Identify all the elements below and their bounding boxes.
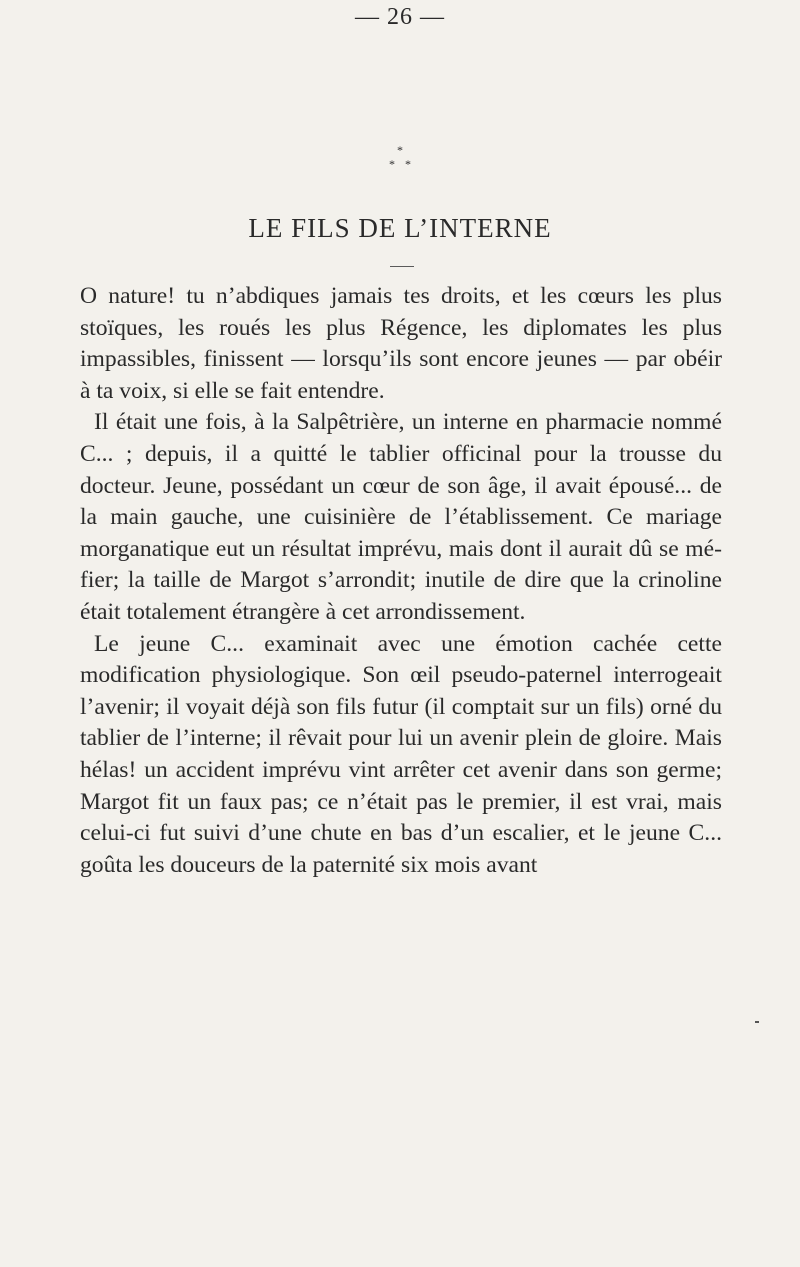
title-separator-rule (390, 266, 414, 267)
paragraph-1: O nature! tu n’abdiques jamais tes droits, et les cœurs les plus stoïques, les roués les plus Régence, les diplomates les plus impassibles, finissent — lorsqu’ils sont encore jeunes — par obéir à ta voix, si elle se fait entendre. (80, 283, 722, 404)
asterism-star-top: * (397, 143, 403, 157)
body-text (80, 281, 722, 881)
paragraph-3: Le jeune C... examinait avec une émotion cachée cette modification physiologique. Son œil pseudo-paternel interrogeait l’avenir; il voyait déjà son fils futur (il comptait sur un fils) orné du tablier de l’interne; il rêvait pour lui un avenir plein de gloire. Mais hélas! un accident imprévu vint arrêter cet avenir dans son germe; Margot fit un faux pas; ce n’était pas le premier, il est vrai, mais celui-ci fut suivi d’une chute en bas d’un escalier, et le jeune C... goûta les douceurs de la paternité six mois avant (80, 630, 722, 878)
margin-mark (755, 1021, 759, 1023)
paragraph-2: Il était une fois, à la Salpêtrière, un interne en pharmacie nommé C... ; depuis, il a quitté le tablier officinal pour la trousse du docteur. Jeune, possédant un cœur de son âge, il avait épousé... de la main gauche, une cuisinière de l’établissement. Ce mariage morganatique eut un résultat imprévu, mais dont il aurait dû se méfier; la taille de Margot s’arrondit; inutile de dire que la crinoline était totalement étrangère à cet arrondissement. (80, 409, 722, 625)
chapter-title: LE FILS DE L’INTERNE (248, 213, 552, 243)
asterism-star-right: * (405, 157, 411, 171)
asterism-star-left: * (389, 157, 395, 171)
asterism-ornament (384, 144, 424, 184)
page-number: — 26 — (355, 4, 445, 30)
